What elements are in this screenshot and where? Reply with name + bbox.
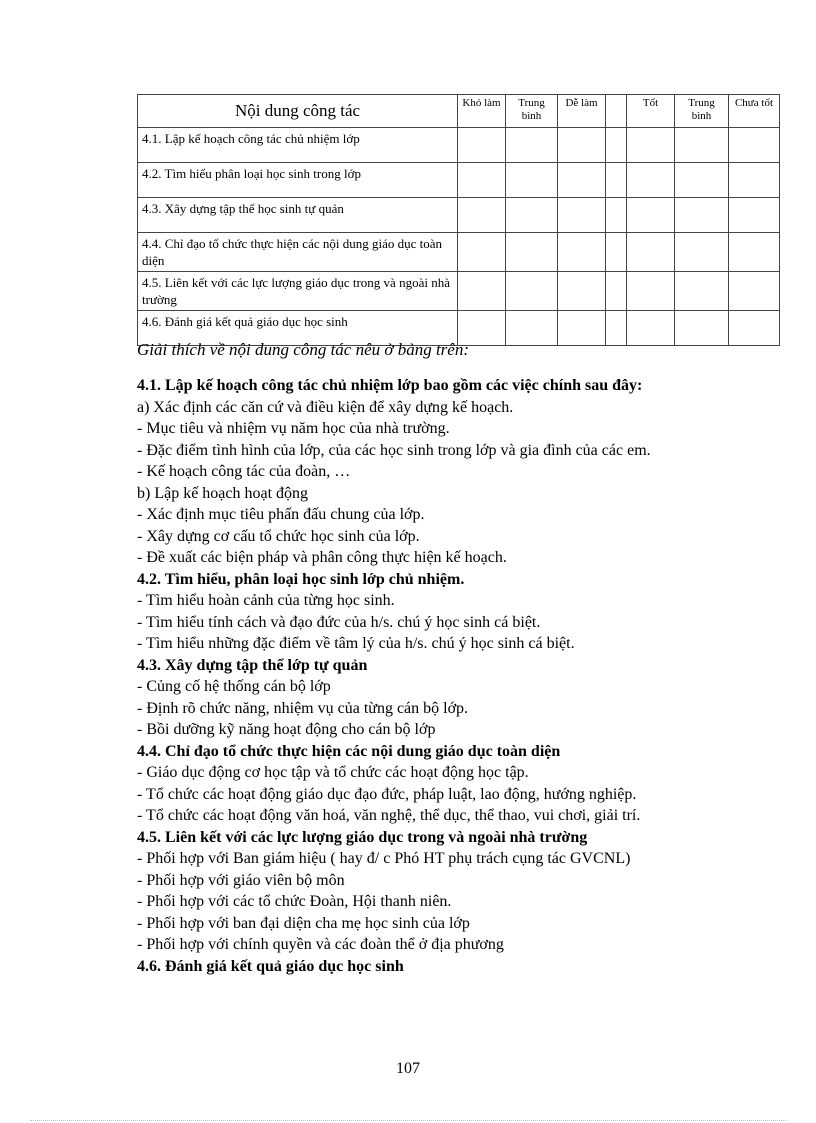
table-row [138, 128, 780, 163]
rating-cell [506, 128, 558, 163]
rating-cell [458, 272, 506, 311]
header-chua-tot: Chưa tốt [729, 95, 780, 128]
body-line: - Đề xuất các biện pháp và phân công thực hiện kế hoạch. [137, 549, 507, 566]
rating-cell [506, 198, 558, 233]
section-heading: 4.1. Lập kế hoạch công tác chủ nhiệm lớp bao gồm các việc chính sau đây: [137, 377, 643, 394]
rating-cell [606, 198, 627, 233]
body-line: - Mục tiêu và nhiệm vụ năm học của nhà trường. [137, 420, 450, 437]
body-line: - Tìm hiểu hoàn cảnh của từng học sinh. [137, 592, 395, 609]
rating-cell [558, 233, 606, 272]
body-line: - Phối hợp với các tổ chức Đoàn, Hội thanh niên. [137, 893, 452, 910]
rating-cell [627, 233, 675, 272]
table-row [138, 163, 780, 198]
table-caption: Giải thích về nội dung công tác nêu ở bảng trên: [137, 340, 470, 359]
body-line: - Củng cố hệ thống cán bộ lớp [137, 678, 331, 695]
rating-cell [506, 272, 558, 311]
footer-divider [30, 1120, 786, 1121]
rating-cell [729, 233, 780, 272]
rating-cell [458, 233, 506, 272]
section-heading: 4.2. Tìm hiểu, phân loại học sinh lớp chủ nhiệm. [137, 570, 465, 588]
rating-cell [606, 128, 627, 163]
body-line: - Phối hợp với Ban giám hiệu ( hay đ/ c Phó HT phụ trách cụng tác GVCNL) [137, 850, 631, 867]
rating-cell [675, 163, 729, 198]
header-trung-binh-2: Trung bình [675, 95, 729, 128]
rating-cell [627, 163, 675, 198]
rating-cell [627, 198, 675, 233]
rating-cell [606, 233, 627, 272]
body-line: - Xác định mục tiêu phấn đấu chung của lớp. [137, 506, 425, 523]
body-line: - Tổ chức các hoạt động văn hoá, văn nghệ, thể dục, thể thao, vui chơi, giải trí. [137, 807, 641, 824]
rating-cell [627, 311, 675, 346]
rating-cell [627, 272, 675, 311]
body-text [137, 375, 722, 977]
rating-cell [729, 163, 780, 198]
rating-cell [558, 128, 606, 163]
body-line: - Tìm hiểu những đặc điểm về tâm lý của h/s. chú ý học sinh cá biệt. [137, 635, 575, 652]
rating-cell [458, 128, 506, 163]
row-label: 4.1. Lập kế hoạch công tác chủ nhiệm lớp [138, 128, 458, 163]
body-line: - Xây dựng cơ cấu tổ chức học sinh của lớp. [137, 527, 420, 545]
row-label: 4.2. Tìm hiểu phân loại học sinh trong lớp [138, 163, 458, 198]
body-line: - Kế hoạch công tác của đoàn, … [137, 463, 351, 480]
row-label: 4.3. Xây dựng tập thể học sinh tự quản [138, 198, 458, 233]
rating-cell [558, 198, 606, 233]
table-row [138, 198, 780, 233]
table-row [138, 233, 780, 272]
header-tot: Tốt [627, 95, 675, 128]
rating-cell [606, 311, 627, 346]
table-row [138, 272, 780, 311]
body-line: - Định rõ chức năng, nhiệm vụ của từng cán bộ lớp. [137, 699, 469, 717]
page-number: 107 [396, 1060, 420, 1077]
rating-cell [675, 311, 729, 346]
rating-cell [606, 272, 627, 311]
rating-cell [729, 311, 780, 346]
header-content: Nội dung công tác [138, 95, 458, 128]
body-line: - Tổ chức các hoạt động giáo dục đạo đức, pháp luật, lao động, hướng nghiệp. [137, 785, 637, 803]
rating-cell [558, 272, 606, 311]
rating-cell [606, 163, 627, 198]
rating-cell [729, 198, 780, 233]
body-line: - Đặc điểm tình hình của lớp, của các học sinh trong lớp và gia đình của các em. [137, 441, 651, 459]
rating-cell [558, 163, 606, 198]
body-line: - Phối hợp với giáo viên bộ môn [137, 871, 345, 889]
body-line: b) Lập kế hoạch hoạt động [137, 484, 309, 502]
rating-cell [506, 233, 558, 272]
rating-cell [675, 198, 729, 233]
rating-cell [458, 198, 506, 233]
row-label: 4.4. Chỉ đạo tổ chức thực hiện các nội dung giáo dục toàn diện [138, 233, 458, 272]
body-line: - Phối hợp với chính quyền và các đoàn thể ở địa phương [137, 936, 504, 953]
header-trung-binh-1: Trung bình [506, 95, 558, 128]
rating-cell [458, 163, 506, 198]
section-heading: 4.3. Xây dựng tập thể lớp tự quản [137, 656, 368, 674]
header-kho-lam: Khó làm [458, 95, 506, 128]
rating-cell [675, 128, 729, 163]
row-label: 4.6. Đánh giá kết quả giáo dục học sinh [138, 311, 458, 346]
rating-cell [558, 311, 606, 346]
rating-cell [675, 272, 729, 311]
body-line: a) Xác định các căn cứ và điều kiện để xây dựng kế hoạch. [137, 398, 514, 416]
section-heading: 4.5. Liên kết với các lực lượng giáo dục trong và ngoài nhà trường [137, 828, 588, 846]
rating-cell [675, 233, 729, 272]
rating-cell [506, 311, 558, 346]
body-line: - Bồi dưỡng kỹ năng hoạt động cho cán bộ lớp [137, 721, 436, 738]
body-line: - Phối hợp với ban đại diện cha mẹ học sinh của lớp [137, 914, 470, 932]
row-label: 4.5. Liên kết với các lực lượng giáo dục trong và ngoài nhà trường [138, 272, 458, 311]
body-line: - Giáo dục động cơ học tập và tổ chức các hoạt động học tập. [137, 764, 529, 781]
header-blank [606, 95, 627, 128]
section-heading: 4.6. Đánh giá kết quả giáo dục học sinh [137, 957, 404, 975]
table-header-row [138, 95, 780, 128]
rating-cell [729, 128, 780, 163]
header-de-lam: Dễ làm [558, 95, 606, 128]
rating-cell [729, 272, 780, 311]
body-line: - Tìm hiểu tính cách và đạo đức của h/s. chú ý học sinh cá biệt. [137, 613, 541, 631]
evaluation-table [137, 94, 780, 346]
rating-cell [506, 163, 558, 198]
section-heading: 4.4. Chỉ đạo tổ chức thực hiện các nội dung giáo dục toàn diện [137, 742, 561, 760]
rating-cell [627, 128, 675, 163]
